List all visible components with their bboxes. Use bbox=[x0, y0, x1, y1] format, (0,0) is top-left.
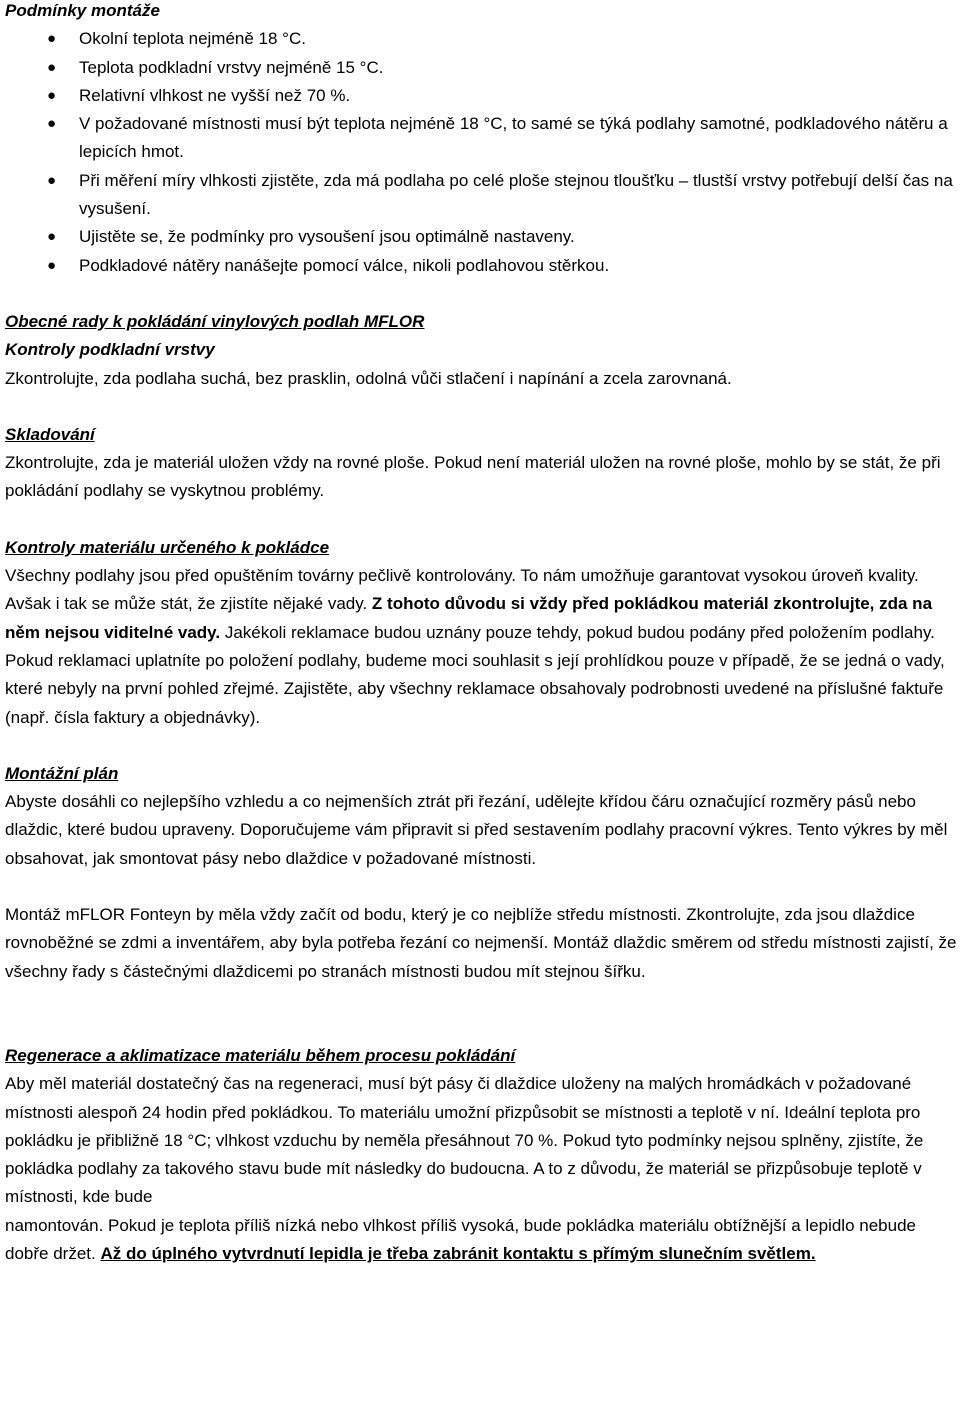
list-item bbox=[5, 167, 957, 224]
list-item-text: Podkladové nátěry nanášejte pomocí válce, nikoli podlahovou stěrkou. bbox=[79, 255, 610, 275]
paragraph-plan-1: Abyste dosáhli co nejlepšího vzhledu a co nejmenších ztrát při řezání, udělejte křídou čáru označující rozměry pásů nebo dlaždic, které budou upraveny. Doporučujeme vám připravit si před sestavením podlahy pracovní výkres. Tento výkres by měl obsahovat, jak smontovat pásy nebo dlaždice v požadované místnosti. bbox=[5, 792, 948, 868]
list-item-text: Okolní teplota nejméně 18 °C. bbox=[79, 29, 306, 49]
spacer bbox=[5, 393, 957, 421]
bullet-icon: ● bbox=[47, 58, 57, 76]
text-part: Jakékoli reklamace budou uznány pouze tehdy, pokud budou podány před položením podlahy. Pokud reklamaci uplatníte po položení podlahy, budeme moci souhlasit s její prohlídkou pouze v případě, že se jedná o vady, které nebyly na první pohled zřejmé. Zajistěte, aby všechny reklamace obsahovaly podrobnosti uvedené na příslušné faktuře (např. čísla faktury a objednávky). bbox=[5, 622, 945, 727]
heading-text: Podmínky montáže bbox=[5, 1, 160, 20]
list-item-text: Teplota podkladní vrstvy nejméně 15 °C. bbox=[79, 57, 384, 77]
list-item bbox=[5, 223, 957, 251]
conditions-list bbox=[5, 25, 957, 280]
list-item bbox=[5, 82, 957, 110]
list-item-text: V požadované místnosti musí být teplota nejméně 18 °C, to samé se týká podlahy samotné, podkladového nátěru a lepicích hmot. bbox=[79, 114, 948, 162]
section-heading-kontroly-materialu: Kontroly materiálu určeného k pokládce bbox=[5, 537, 330, 557]
bullet-icon: ● bbox=[47, 256, 57, 274]
bullet-icon: ● bbox=[47, 30, 57, 48]
list-item-text: Při měření míry vlhkosti zjistěte, zda má podlaha po celé ploše stejnou tloušťku – tlustší vrstvy potřebují delší čas na vysušení. bbox=[79, 170, 953, 219]
list-item bbox=[5, 25, 957, 53]
paragraph-regenerace-1: Aby měl materiál dostatečný čas na regeneraci, musí být pásy či dlaždice uloženy na malých hromádkách v požadované místnosti alespoň 24 hodin před pokládkou. To materiálu umožní přizpůsobit se místnosti a teplotě v ní. Ideální teplota pro pokládku je přibližně 18 °C; vlhkost vzduchu by neměla přesáhnout 70 %. Pokud tyto podmínky nejsou splněny, zjistíte, že pokládka podlahy za takového stavu bude mít následky do budoucna. A to z důvodu, že materiál se přizpůsobuje teplotě v místnosti, kde bude bbox=[5, 1074, 924, 1207]
paragraph-skladovani: Zkontrolujte, zda je materiál uložen vždy na rovné ploše. Pokud není materiál uložen na rovné ploše, mohlo by se stát, že při pokládání podlahy se vyskytnou problémy. bbox=[5, 453, 941, 501]
spacer bbox=[5, 280, 957, 308]
paragraph-kontroly-podkladni: Zkontrolujte, zda podlaha suchá, bez prasklin, odolná vůči stlačení i napínání a zcela zarovnaná. bbox=[5, 368, 732, 388]
spacer bbox=[5, 873, 957, 901]
text-part: Všechny podlahy jsou před opuštěním továrny pečlivě kontrolovány. To nám umožňuje garantovat vysokou úroveň kvality. Avšak i tak se může stát, že zjistíte nějaké vady. bbox=[5, 566, 919, 614]
list-item bbox=[5, 110, 957, 167]
paragraph-plan-2: Montáž mFLOR Fonteyn by měla vždy začít od bodu, který je co nejblíže středu místnosti. Zkontrolujte, zda jsou dlaždice rovnoběžné se zdmi a inventářem, aby byla potřeba řezání co nejmenší. Montáž dlaždic směrem od středu místnosti zajistí, že všechny řady s částečnými dlaždicemi po stranách místnosti budou mít stejnou šířku. bbox=[5, 905, 957, 981]
section-heading-regenerace: Regenerace a aklimatizace materiálu během procesu pokládání bbox=[5, 1045, 516, 1065]
bullet-icon: ● bbox=[47, 86, 57, 104]
section-heading-podminky bbox=[5, 0, 957, 25]
document-page bbox=[5, 0, 957, 1268]
list-item bbox=[5, 252, 957, 280]
paragraph-kontroly-materialu bbox=[5, 562, 957, 732]
spacer bbox=[5, 506, 957, 534]
section-heading-skladovani: Skladování bbox=[5, 424, 95, 444]
subheading-kontroly-podkladni: Kontroly podkladní vrstvy bbox=[5, 340, 215, 360]
spacer bbox=[5, 986, 957, 1042]
bullet-icon: ● bbox=[47, 171, 57, 189]
text-bold-underline-part: Až do úplného vytvrdnutí lepidla je třeba zabránit kontaktu s přímým slunečním světlem. bbox=[100, 1243, 816, 1263]
list-item bbox=[5, 54, 957, 82]
paragraph-regenerace-2 bbox=[5, 1212, 957, 1269]
bullet-icon: ● bbox=[47, 228, 57, 246]
section-heading-plan: Montážní plán bbox=[5, 763, 119, 783]
section-heading-obecne: Obecné rady k pokládání vinylových podlah MFLOR bbox=[5, 311, 425, 331]
text-bold-part: Z tohoto důvodu si vždy před pokládkou materiál zkontrolujte, zda na něm nejsou viditelné vady. bbox=[5, 594, 933, 642]
list-item-text: Ujistěte se, že podmínky pro vysoušení jsou optimálně nastaveny. bbox=[79, 227, 575, 247]
list-item-text: Relativní vlhkost ne vyšší než 70 %. bbox=[79, 85, 351, 105]
text-part: namontován. Pokud je teplota příliš nízká nebo vlhkost příliš vysoká, bude pokládka materiálu obtížnější a lepidlo nebude dobře držet. bbox=[5, 1215, 916, 1263]
spacer bbox=[5, 732, 957, 760]
bullet-icon: ● bbox=[47, 115, 57, 133]
